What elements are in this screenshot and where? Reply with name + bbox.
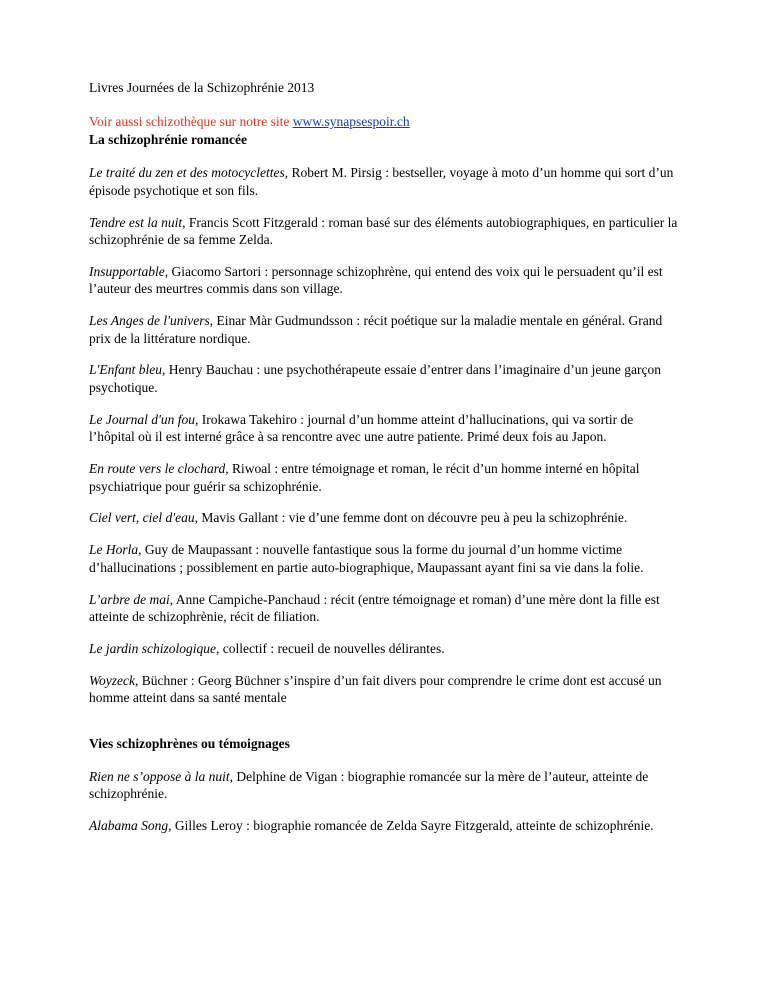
book-title: Ciel vert, ciel d'eau <box>89 510 195 526</box>
book-entry <box>89 509 679 526</box>
see-also-text: Voir aussi schizothèque sur notre site <box>89 114 293 130</box>
book-description: , Büchner : Georg Büchner s’inspire d’un fait divers pour comprendre le crime dont est accusé un homme atteint dans sa santé mentale <box>89 672 662 706</box>
book-title: L’arbre de mai <box>89 591 170 607</box>
book-title: Le traité du zen et des motocyclettes <box>89 165 285 181</box>
book-title: Le jardin schizologique <box>89 640 216 656</box>
book-title: En route vers le clochard <box>89 461 226 477</box>
website-link[interactable]: www.synapsespoir.ch <box>292 114 410 130</box>
book-title: Insupportable, <box>89 263 169 279</box>
book-entry <box>89 214 679 249</box>
book-entry <box>89 672 679 707</box>
book-entry <box>89 312 679 347</box>
book-description: , Riwoal : entre témoignage et roman, le récit d’un homme interné en hôpital psychiatrique pour guérir sa schizophrénie. <box>89 461 640 494</box>
book-description: , collectif : recueil de nouvelles délirantes. <box>216 640 445 656</box>
section-temoignages-list <box>89 768 679 835</box>
book-description: , Mavis Gallant : vie d’une femme dont on découvre peu à peu la schizophrénie. <box>194 510 628 526</box>
book-entry <box>89 541 679 576</box>
book-entry <box>89 263 679 298</box>
document-page <box>89 79 679 849</box>
book-description: , Anne Campiche-Panchaud : récit (entre témoignage et roman) d’une mère dont la fille est atteinte de schizophrènie, récit de filiation. <box>89 591 660 625</box>
book-title: Alabama Song <box>89 818 169 834</box>
book-entry <box>89 164 679 199</box>
book-title: L'Enfant bleu <box>89 362 163 378</box>
see-also-line <box>89 113 679 130</box>
book-entry <box>89 411 679 446</box>
book-description: , Francis Scott Fitzgerald : roman basé sur des éléments autobiographiques, en particulier la schizophrénie de sa femme Zelda. <box>89 214 678 247</box>
book-entry <box>89 640 679 657</box>
section-heading-romancee: La schizophrénie romancée <box>89 131 247 147</box>
book-title: Tendre est la nuit <box>89 214 183 230</box>
book-title: Rien ne s’oppose à la nuit <box>89 769 230 785</box>
book-entry <box>89 817 679 834</box>
book-entry <box>89 768 679 803</box>
document-title: Livres Journées de la Schizophrénie 2013 <box>89 80 315 95</box>
book-description: , Einar Màr Gudmundsson : récit poétique sur la maladie mentale en général. Grand prix de la littérature nordique. <box>89 313 663 346</box>
book-description: , Robert M. Pirsig : bestseller, voyage à moto d’un homme qui sort d’un épisode psychotique et son fils. <box>89 165 674 198</box>
book-title: Woyzeck <box>89 672 135 688</box>
book-entry <box>89 591 679 626</box>
book-title: Les Anges de l'univers <box>89 313 210 329</box>
book-description: , Delphine de Vigan : biographie romancée sur la mère de l’auteur, atteinte de schizophrénie. <box>89 769 649 802</box>
book-description: , Gilles Leroy : biographie romancée de Zelda Sayre Fitzgerald, atteinte de schizophrénie. <box>168 818 654 834</box>
book-title: Le Journal d'un fou <box>89 411 196 427</box>
section-heading-temoignages: Vies schizophrènes ou témoignages <box>89 735 290 751</box>
book-description: , Irokawa Takehiro : journal d’un homme atteint d’hallucinations, qui va sortir de l’hôpital où il est interné grâce à sa rencontre avec une autre patiente. Primé deux fois au Japon. <box>89 411 634 445</box>
book-description: , Henry Bauchau : une psychothérapeute essaie d’entrer dans l’imaginaire d’un jeune garçon psychotique. <box>89 362 661 395</box>
book-entry <box>89 361 679 396</box>
section-romancee-list <box>89 164 679 706</box>
book-description: , Guy de Maupassant : nouvelle fantastique sous la forme du journal d’un homme victime d’hallucinations ; possiblement en partie auto-biographique, Maupassant ayant fini sa vie dans la folie. <box>89 542 644 575</box>
book-entry <box>89 460 679 495</box>
book-title: Le Horla <box>89 542 139 558</box>
book-description: Giacomo Sartori : personnage schizophrène, qui entend des voix qui le persuadent qu’il est l’auteur des meurtres commis dans son village. <box>89 263 663 297</box>
